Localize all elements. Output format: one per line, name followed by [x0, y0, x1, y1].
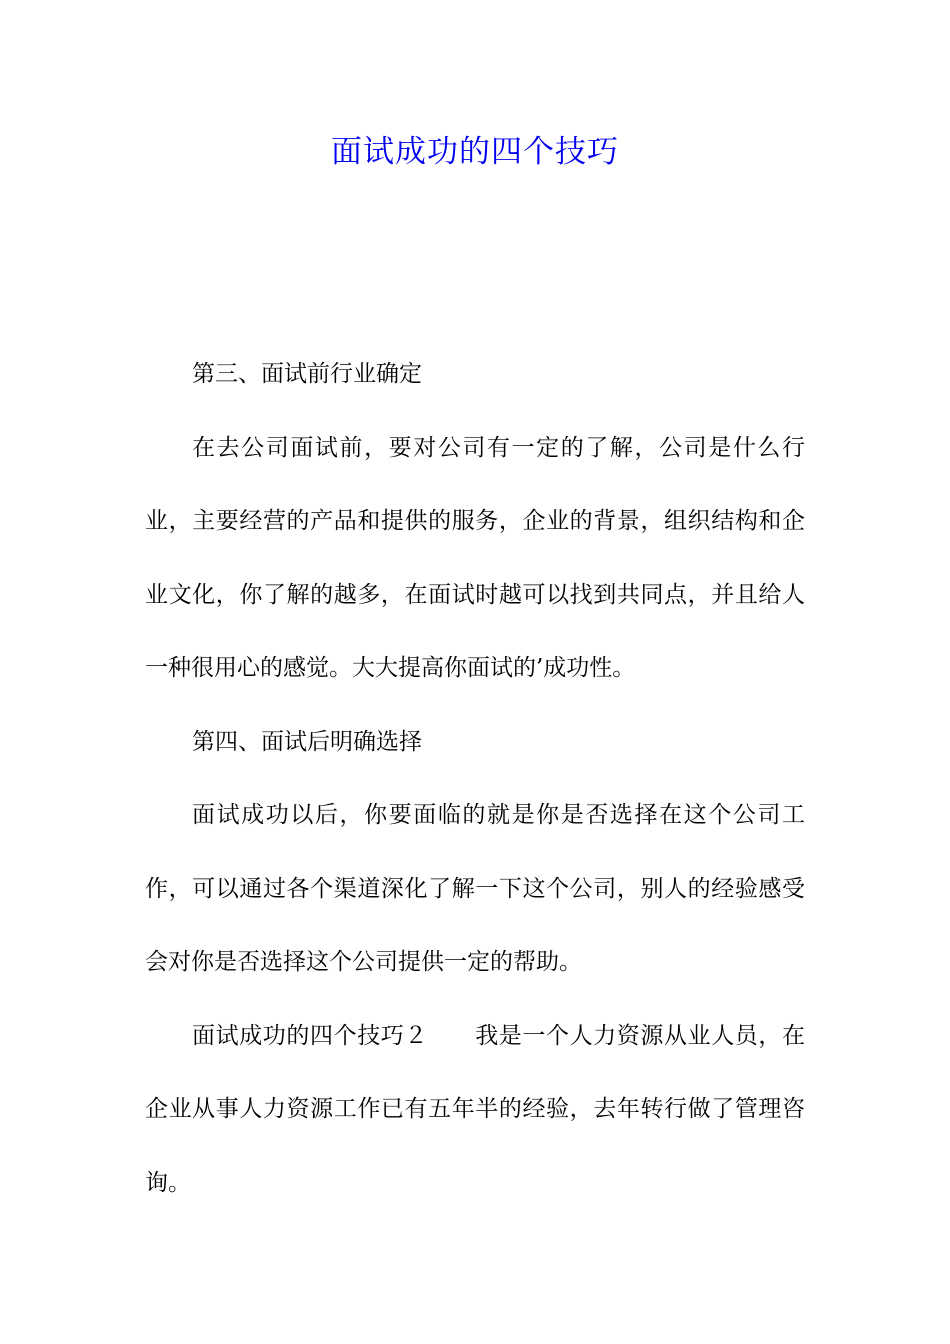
paragraph-post-interview-choice: 面试成功以后，你要面临的就是你是否选择在这个公司工作，可以通过各个渠道深化了解一下这个公司，别人的经验感受会对你是否选择这个公司提供一定的帮助。 [145, 802, 805, 975]
document-title: 面试成功的四个技巧 [331, 134, 619, 170]
paragraph-industry-research: 在去公司面试前，要对公司有一定的了解，公司是什么行业，主要经营的产品和提供的服务，企业的背景，组织结构和企业文化，你了解的越多，在面试时越可以找到共同点，并且给人一种很用心的感觉。大大提高你面试的’成功性。 [145, 434, 805, 681]
document-body [145, 338, 805, 1220]
heading-section-four: 第四、面试后明确选择 [192, 728, 422, 755]
heading-section-three: 第三、面试前行业确定 [192, 361, 422, 387]
paragraph-article-two-intro: 面试成功的四个技巧２ 我是一个人力资源从业人员，在企业从事人力资源工作已有五年半的经验，去年转行做了管理咨询。 [145, 1022, 805, 1196]
